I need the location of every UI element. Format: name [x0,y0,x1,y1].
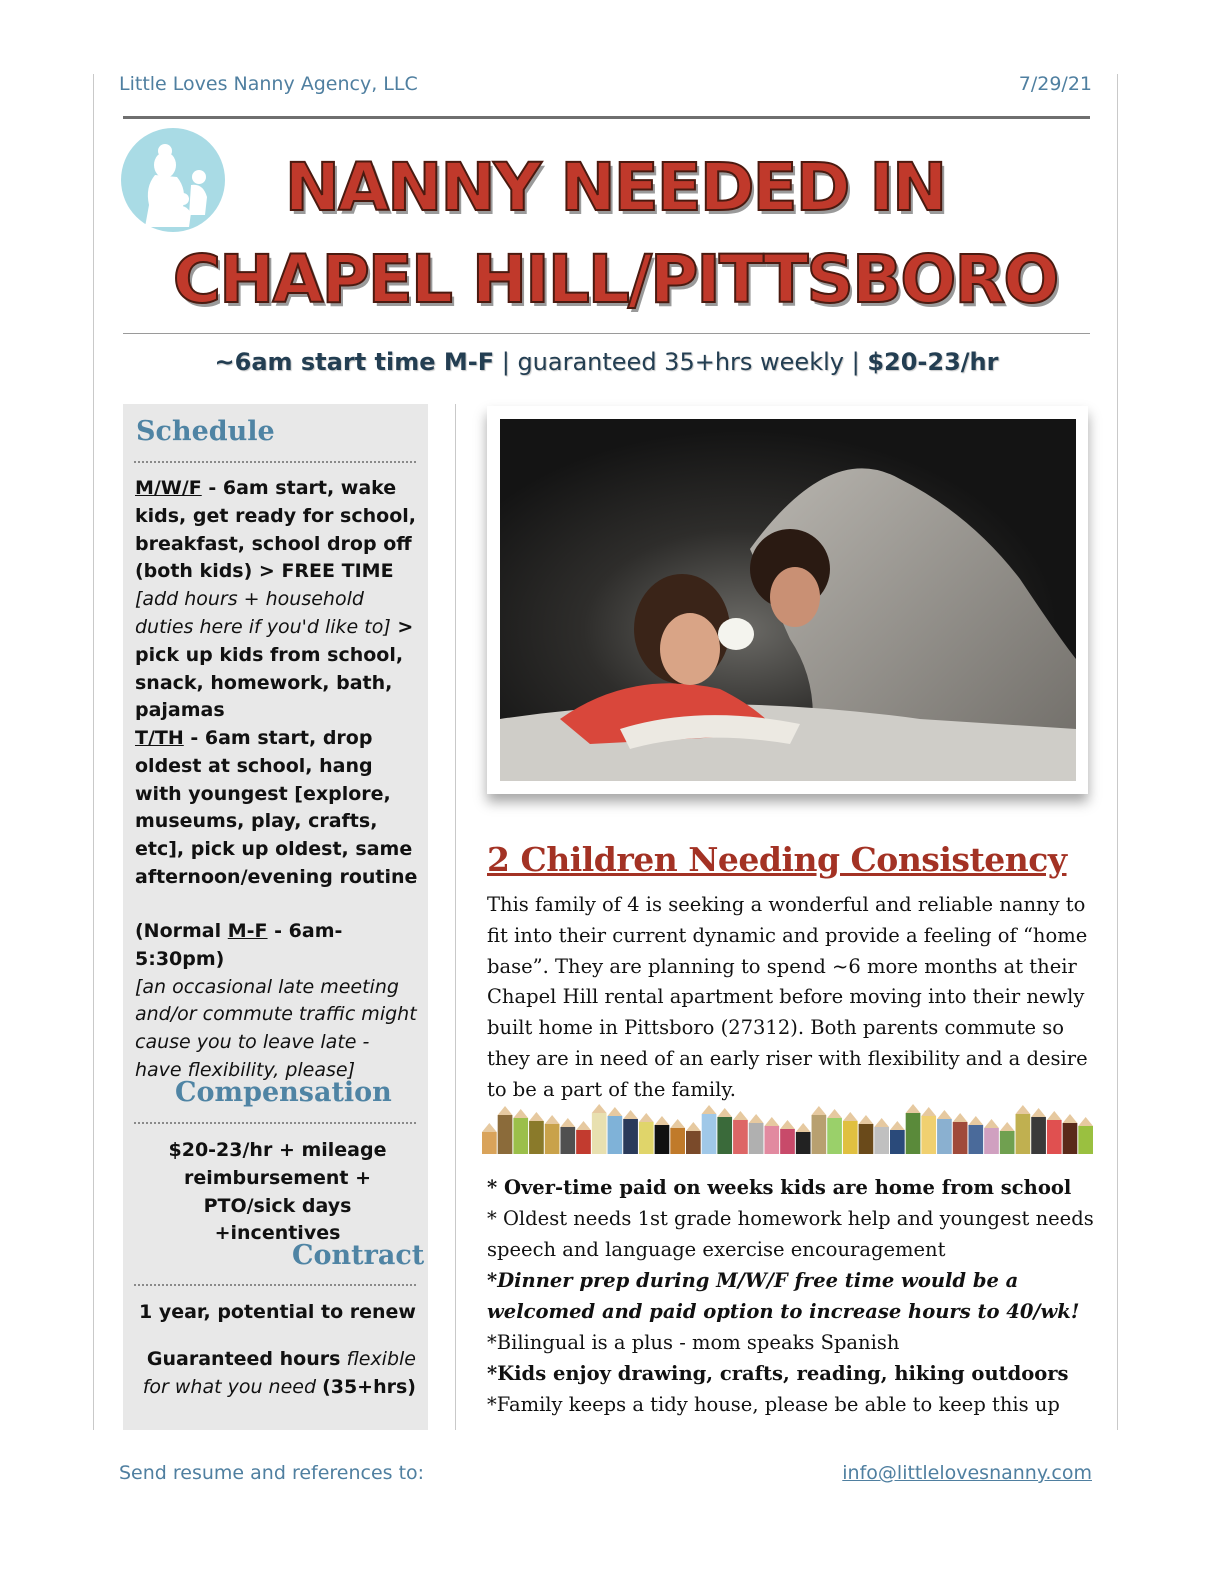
children-heading: 2 Children Needing Consistency [487,840,1067,879]
pencil-shape [576,1130,591,1154]
schedule-normal-hours: - 6am-5:30pm) [135,920,343,970]
tagline-start: ~6am start time M-F [214,348,495,376]
pencil-shape [1063,1123,1078,1154]
pencil-tip-shape [984,1119,999,1128]
pencil-shape [670,1128,685,1154]
pencil-tip-shape [780,1120,795,1129]
left-margin-line [93,74,94,1430]
schedule-normal-label: M-F [227,920,268,942]
pencil-shape [1047,1120,1062,1154]
schedule-mwf-note: [add hours + household duties here if you'd like to] [135,588,391,638]
compensation-heading: Compensation [175,1077,392,1108]
pencil-shape [843,1121,858,1154]
family-description: This family of 4 is seeking a wonderful and reliable nanny to fit into their current dynamic and provide a feeling of “home base”. They are planning to spend ~6 more months at their Chapel Hill rental apartment before moving into their newly built home in Pittsboro (27312). Both parents commute so they are in need of an early riser with flexibility and a desire to be a part of the family. [487,893,1088,1101]
tagline-separator: | [494,348,518,376]
header-rule [123,116,1090,119]
list-item: *Kids enjoy drawing, crafts, reading, hiking outdoors [487,1362,1069,1385]
pencil-tip-shape [890,1121,905,1130]
children-photo [487,406,1088,794]
pencil-tip-shape [639,1113,654,1122]
pencil-tip-shape [670,1119,685,1128]
pencil-shape [592,1113,607,1154]
title-rule [123,333,1090,334]
pencil-shape [968,1125,983,1154]
pencil-tip-shape [498,1106,513,1115]
schedule-mwf-text: - 6am start, wake kids, get ready for school, breakfast, school drop off (both kids) > FREE TIME [135,477,416,583]
right-margin-line [1117,74,1118,1430]
contract-hours-tail: (35+hrs) [322,1375,416,1398]
schedule-heading: Schedule [136,416,275,447]
pencil-tip-shape [874,1118,889,1127]
pencil-shape [560,1127,575,1154]
pencil-tip-shape [529,1112,544,1121]
pencil-shape [733,1120,748,1154]
pencil-tip-shape [906,1104,921,1113]
pencil-tip-shape [812,1106,827,1115]
tagline-pay: $20-23/hr [867,348,999,376]
pencil-tip-shape [921,1107,936,1116]
pencil-tip-shape [1047,1111,1062,1120]
pencil-shape [937,1119,952,1154]
contract-hours-bold: Guaranteed hours [146,1348,341,1370]
pencil-shape [906,1113,921,1154]
pencil-shape [812,1115,827,1154]
agency-name: Little Loves Nanny Agency, LLC [119,73,418,95]
pencil-shape [513,1118,528,1154]
pencil-shape [1000,1131,1015,1154]
pencil-tip-shape [513,1109,528,1118]
list-item: *Dinner prep during M/W/F free time would be a welcomed and paid option to increase hours to 40/wk! [487,1269,1080,1323]
pencil-shape [482,1132,497,1154]
pencil-shape [796,1132,811,1154]
pencil-shape [780,1129,795,1154]
schedule-mwf [135,475,420,725]
pencil-shape [1031,1117,1046,1154]
schedule-normal-open: (Normal [135,920,228,942]
pencil-shape [874,1127,889,1154]
pencil-shape [890,1130,905,1154]
pencil-shape [702,1114,717,1154]
pencil-tip-shape [827,1109,842,1118]
pencil-tip-shape [560,1118,575,1127]
contract-hours [132,1346,416,1402]
pencil-tip-shape [796,1123,811,1132]
pencil-shape [639,1122,654,1154]
pencil-tip-shape [482,1123,497,1132]
pencil-shape [953,1122,968,1154]
list-item: * Oldest needs 1st grade homework help and youngest needs speech and language exercise encouragement [487,1207,1094,1261]
list-item: *Family keeps a tidy house, please be able to keep this up [487,1393,1060,1416]
tagline-hours: guaranteed 35+hrs weekly [517,348,844,376]
footer-instructions: Send resume and references to: [119,1462,425,1484]
pencil-shape [921,1116,936,1154]
schedule-mwf-text-2: > pick up kids from school, snack, homework, bath, pajamas [135,615,414,722]
pencil-tip-shape [686,1122,701,1131]
pencil-tip-shape [1016,1105,1031,1114]
pencil-tip-shape [702,1105,717,1114]
compensation-dotted-rule [134,1122,416,1124]
schedule-normal [135,918,420,1085]
pencil-shape [498,1115,513,1154]
pencil-tip-shape [968,1116,983,1125]
pencil-shape [655,1125,670,1154]
pencil-tip-shape [1063,1114,1078,1123]
pencil-tip-shape [608,1107,623,1116]
pencil-tip-shape [655,1116,670,1125]
pencil-shape [686,1131,701,1154]
pencil-tip-shape [749,1114,764,1123]
pencil-shape [545,1124,560,1154]
title-line-1: NANNY NEEDED IN [284,149,946,226]
pencil-shape [1016,1114,1031,1154]
children-reading-photo-icon [500,419,1076,781]
pencil-shape [984,1128,999,1154]
pencil-shape [859,1124,874,1154]
document-date: 7/29/21 [1018,73,1092,95]
pencil-shape [623,1119,638,1154]
pencil-tip-shape [623,1110,638,1119]
tagline [123,348,1090,376]
pencil-shape [764,1126,779,1154]
pencil-tip-shape [953,1113,968,1122]
pencil-shape [717,1117,732,1154]
pencil-tip-shape [545,1115,560,1124]
schedule-tth [135,725,420,892]
tagline-separator: | [843,348,868,376]
schedule-normal-note: [an occasional late meeting and/or commute traffic might cause you to leave late - have flexibility, please] [135,975,417,1081]
pencil-tip-shape [1000,1122,1015,1131]
list-item: *Bilingual is a plus - mom speaks Spanish [487,1331,900,1354]
pencil-tip-shape [1031,1108,1046,1117]
pencil-tip-shape [717,1108,732,1117]
schedule-dotted-rule [134,461,416,463]
pencil-shape [1078,1126,1093,1154]
column-divider [455,404,456,1430]
pencil-shape [529,1121,544,1154]
pencil-tip-shape [733,1111,748,1120]
pencil-tip-shape [859,1115,874,1124]
pencil-tip-shape [592,1104,607,1113]
pencil-shape [827,1118,842,1154]
title-line-2: CHAPEL HILL/PITTSBORO [172,241,1058,318]
colored-pencils-divider-icon [482,1096,1094,1154]
pencil-tip-shape [937,1110,952,1119]
schedule-tth-label: T/TH [135,727,184,749]
list-item: * Over-time paid on weeks kids are home from school [487,1176,1072,1199]
contract-heading: Contract [292,1240,425,1271]
contract-term: 1 year, potential to renew [138,1301,416,1323]
page-title [140,142,1090,326]
pencil-tip-shape [843,1112,858,1121]
schedule-tth-text: - 6am start, drop oldest at school, hang with youngest [explore, museums, play, crafts, etc], pick up oldest, same afternoon/evening routine [135,727,418,888]
requirements-list [487,1172,1097,1420]
pencil-shape [749,1123,764,1154]
contract-dotted-rule [134,1284,416,1286]
pencil-shape [608,1116,623,1154]
schedule-mwf-label: M/W/F [135,477,202,499]
contract-hours-italic: flexible for what you need [142,1348,416,1398]
contact-email-link[interactable]: info@littlelovesnanny.com [842,1462,1092,1484]
pencil-tip-shape [576,1121,591,1130]
pencil-tip-shape [764,1117,779,1126]
pencil-tip-shape [1078,1117,1093,1126]
compensation-text: $20-23/hr + mileage reimbursement + PTO/sick days +incentives [168,1139,387,1245]
